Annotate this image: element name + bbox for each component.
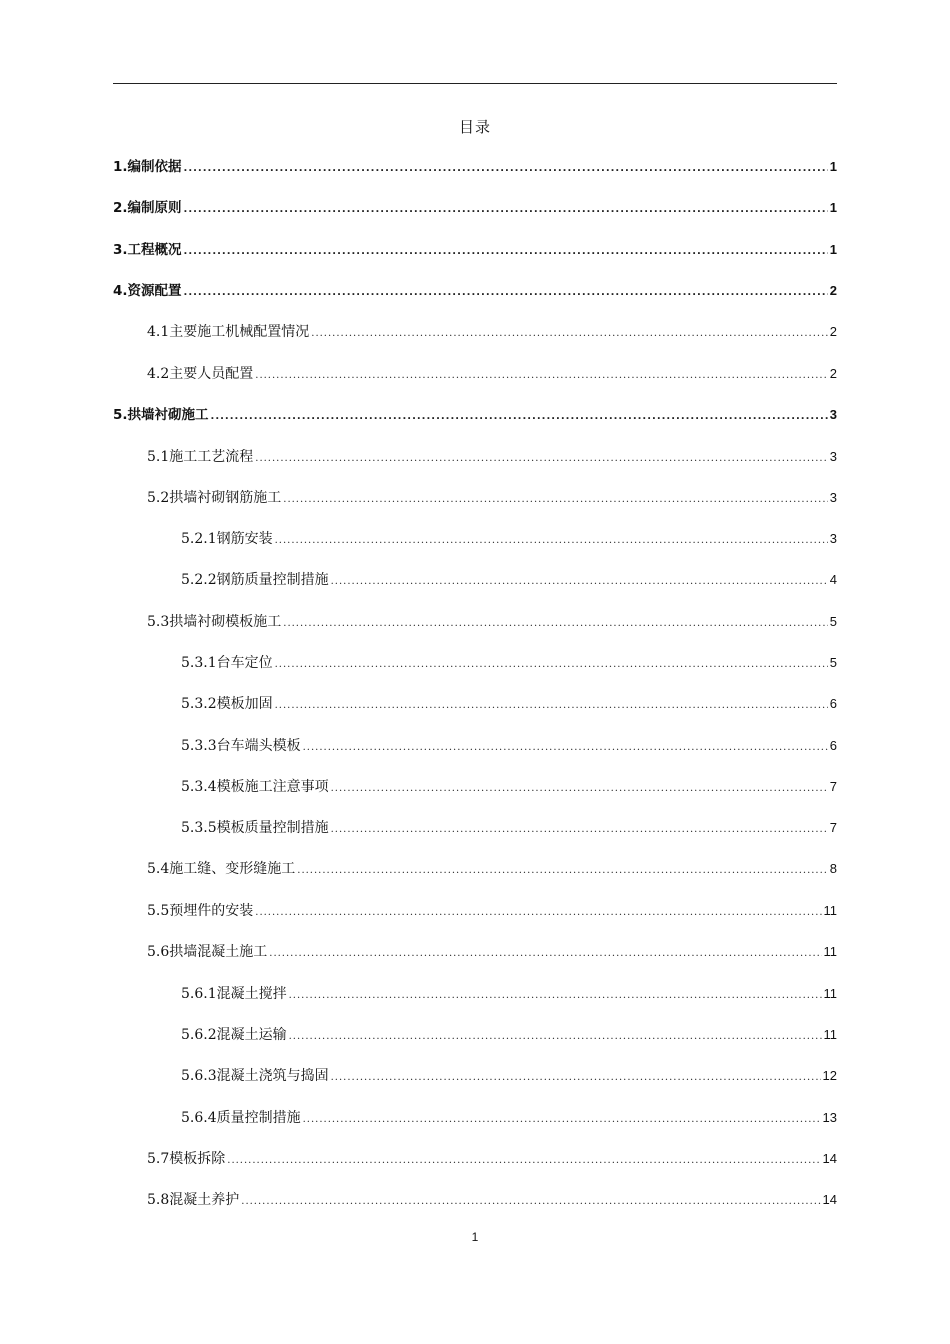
toc-entry[interactable] [147, 363, 837, 385]
toc-leader [255, 365, 828, 387]
toc-entry[interactable] [181, 1065, 837, 1087]
toc-leader [303, 737, 828, 759]
toc-leader [303, 1109, 821, 1131]
toc-entry-page: 8 [829, 861, 837, 876]
toc-leader [297, 860, 828, 882]
toc-leader [269, 943, 821, 965]
toc-entry-label: 3.工程概况 [113, 242, 182, 258]
toc-leader [275, 654, 828, 676]
toc-entry[interactable] [147, 900, 837, 922]
toc-entry-label: 5.3.1台车定位 [181, 655, 273, 671]
toc-entry-page: 3 [829, 449, 837, 464]
toc-leader [289, 1026, 822, 1048]
toc-entry-page: 12 [822, 1068, 837, 1083]
toc-entry[interactable] [147, 1148, 837, 1170]
toc-entry-page: 1 [829, 242, 837, 257]
toc-entry-label: 2.编制原则 [113, 200, 182, 216]
toc-entry[interactable] [147, 321, 837, 343]
toc-entry-label: 5.4施工缝、变形缝施工 [147, 861, 296, 877]
toc-entry-page: 14 [822, 1192, 837, 1207]
toc-leader [275, 695, 828, 717]
toc-entry-label: 5.1施工工艺流程 [147, 449, 254, 465]
toc-entry-page: 3 [829, 407, 837, 422]
toc-leader [283, 489, 828, 511]
toc-entry-page: 6 [829, 738, 837, 753]
toc-entry-label: 4.2主要人员配置 [147, 366, 254, 382]
toc-entry-page: 7 [829, 779, 837, 794]
toc-entry-label: 5.2.2钢筋质量控制措施 [181, 572, 329, 588]
toc-entry-label: 5.2.1钢筋安装 [181, 531, 273, 547]
toc-leader [283, 613, 828, 635]
toc-entry[interactable] [113, 239, 837, 261]
toc-entry-page: 7 [829, 820, 837, 835]
toc-entry[interactable] [113, 404, 837, 426]
toc-entry-label: 5.8混凝土养护 [147, 1192, 240, 1208]
toc-entry-page: 13 [822, 1110, 837, 1125]
toc-entry[interactable] [147, 858, 837, 880]
toc-entry-label: 5.3.3台车端头模板 [181, 738, 301, 754]
toc-entry-label: 5.3.4模板施工注意事项 [181, 779, 329, 795]
toc-entry[interactable] [181, 693, 837, 715]
toc-entry-page: 5 [829, 614, 837, 629]
toc-leader [331, 778, 828, 800]
toc-entry[interactable] [181, 1107, 837, 1129]
toc-entry-label: 4.1主要施工机械配置情况 [147, 324, 310, 340]
toc-entry[interactable] [147, 611, 837, 633]
toc-entry-page: 1 [829, 159, 837, 174]
toc-entry[interactable] [147, 446, 837, 468]
toc-leader [184, 158, 828, 180]
toc-entry[interactable] [181, 776, 837, 798]
toc-entry-page: 11 [823, 903, 837, 918]
toc-entry[interactable] [181, 1024, 837, 1046]
toc-entry[interactable] [181, 528, 837, 550]
toc-entry-label: 5.拱墙衬砌施工 [113, 407, 209, 423]
toc-entry-label: 5.6.2混凝土运输 [181, 1027, 287, 1043]
toc-leader [211, 406, 828, 428]
toc-entry[interactable] [113, 280, 837, 302]
toc-entry-label: 5.5预埋件的安装 [147, 903, 254, 919]
toc-entry-page: 2 [829, 283, 837, 298]
toc-entry-page: 11 [823, 1027, 837, 1042]
toc-entry-page: 3 [829, 490, 837, 505]
toc-leader [275, 530, 828, 552]
toc-entry-label: 5.3拱墙衬砌模板施工 [147, 614, 282, 630]
toc-leader [184, 241, 828, 263]
toc-entry-label: 5.3.2模板加固 [181, 696, 273, 712]
toc-entry-page: 5 [829, 655, 837, 670]
toc-leader [184, 282, 828, 304]
toc-entry-label: 5.2拱墙衬砌钢筋施工 [147, 490, 282, 506]
toc-leader [311, 323, 828, 345]
toc-entry[interactable] [181, 983, 837, 1005]
toc-leader [255, 448, 828, 470]
toc-entry-label: 5.6.4质量控制措施 [181, 1110, 301, 1126]
toc-entry-page: 11 [823, 944, 837, 959]
header-rule [113, 83, 837, 84]
toc-entry[interactable] [181, 652, 837, 674]
toc-entry-label: 5.6拱墙混凝土施工 [147, 944, 268, 960]
toc-entry-label: 5.3.5模板质量控制措施 [181, 820, 329, 836]
toc-leader [331, 819, 828, 841]
toc-entry-page: 6 [829, 696, 837, 711]
toc-entry[interactable] [147, 1189, 837, 1211]
toc-entry-page: 2 [829, 366, 837, 381]
toc-entry[interactable] [147, 941, 837, 963]
toc-entry[interactable] [181, 735, 837, 757]
toc-entry-page: 2 [829, 324, 837, 339]
toc-entry-label: 1.编制依据 [113, 159, 182, 175]
toc-entry[interactable] [113, 197, 837, 219]
page-number: 1 [471, 1230, 479, 1244]
toc-entry[interactable] [147, 487, 837, 509]
toc-entry-label: 4.资源配置 [113, 283, 182, 299]
toc-leader [255, 902, 821, 924]
toc-entry[interactable] [113, 156, 837, 178]
toc-entry-page: 14 [822, 1151, 837, 1166]
toc-entry-page: 1 [829, 200, 837, 215]
toc-leader [289, 985, 822, 1007]
toc-entry-page: 11 [823, 986, 837, 1001]
toc-leader [241, 1191, 820, 1213]
toc-entry[interactable] [181, 569, 837, 591]
toc-entry-page: 4 [829, 572, 837, 587]
toc-leader [227, 1150, 820, 1172]
toc-entry-label: 5.7模板拆除 [147, 1151, 226, 1167]
toc-entry-label: 5.6.3混凝土浇筑与捣固 [181, 1068, 329, 1084]
toc-entry-label: 5.6.1混凝土搅拌 [181, 986, 287, 1002]
toc-entry-page: 3 [829, 531, 837, 546]
toc-leader [331, 571, 828, 593]
toc-leader [184, 199, 828, 221]
toc-title: 目录 [458, 118, 491, 136]
toc-entry[interactable] [181, 817, 837, 839]
toc-leader [331, 1067, 821, 1089]
